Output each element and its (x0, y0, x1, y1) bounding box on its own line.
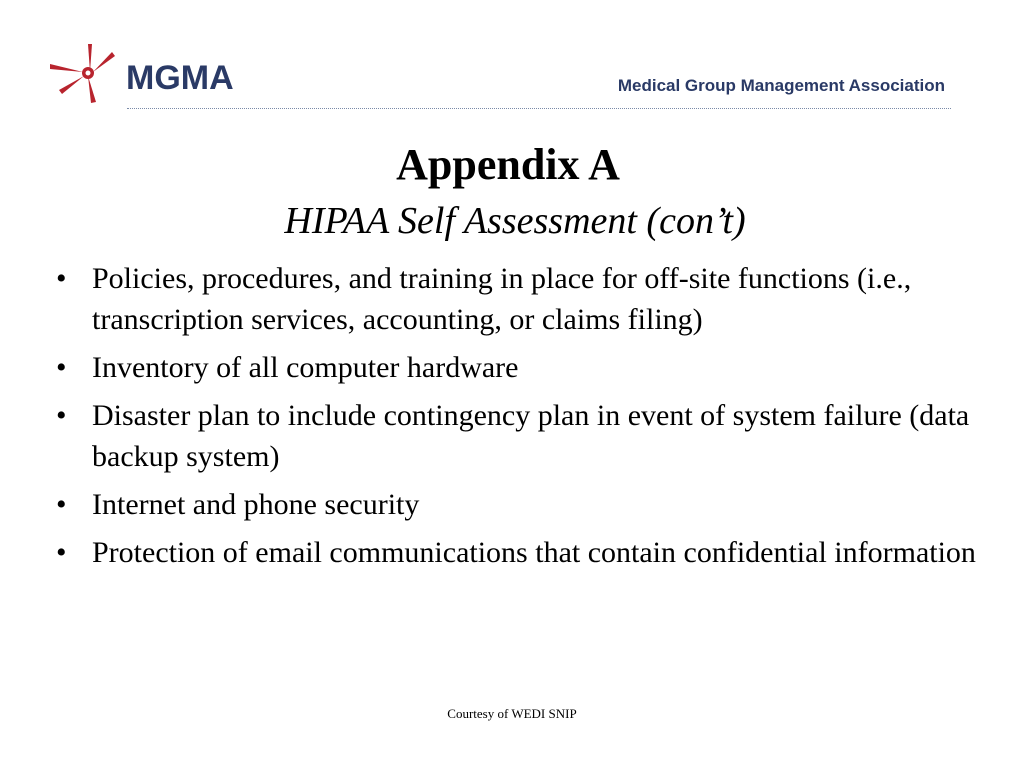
header-divider (127, 108, 951, 109)
bullet-symbol: • (56, 488, 67, 521)
bullet-text: Inventory of all computer hardware (92, 351, 519, 384)
bullet-text: Disaster plan to include contingency plan in event of system failure (data backup system) (92, 399, 970, 473)
organization-name: Medical Group Management Association (617, 76, 945, 95)
star-logo-icon (50, 42, 120, 104)
bullet-symbol: • (56, 536, 67, 569)
slide-title: Appendix A (396, 140, 620, 189)
bullet-text: Policies, procedures, and training in place for off-site functions (i.e., transcription services, accounting, or claims filing) (92, 262, 912, 336)
bullet-item (56, 532, 976, 573)
slide-header (0, 0, 1024, 112)
bullet-list (56, 258, 976, 580)
bullet-item (56, 395, 976, 477)
footer-credit: Courtesy of WEDI SNIP (447, 706, 577, 721)
bullet-item (56, 347, 976, 388)
bullet-item (56, 484, 976, 525)
bullet-item (56, 258, 976, 340)
bullet-text: Protection of email communications that contain confidential information (92, 536, 976, 569)
bullet-symbol: • (56, 399, 67, 432)
bullet-text: Internet and phone security (92, 488, 420, 521)
bullet-symbol: • (56, 351, 67, 384)
bullet-symbol: • (56, 262, 67, 295)
logo-text: MGMA (126, 59, 234, 97)
slide-subtitle: HIPAA Self Assessment (con’t) (284, 200, 746, 242)
